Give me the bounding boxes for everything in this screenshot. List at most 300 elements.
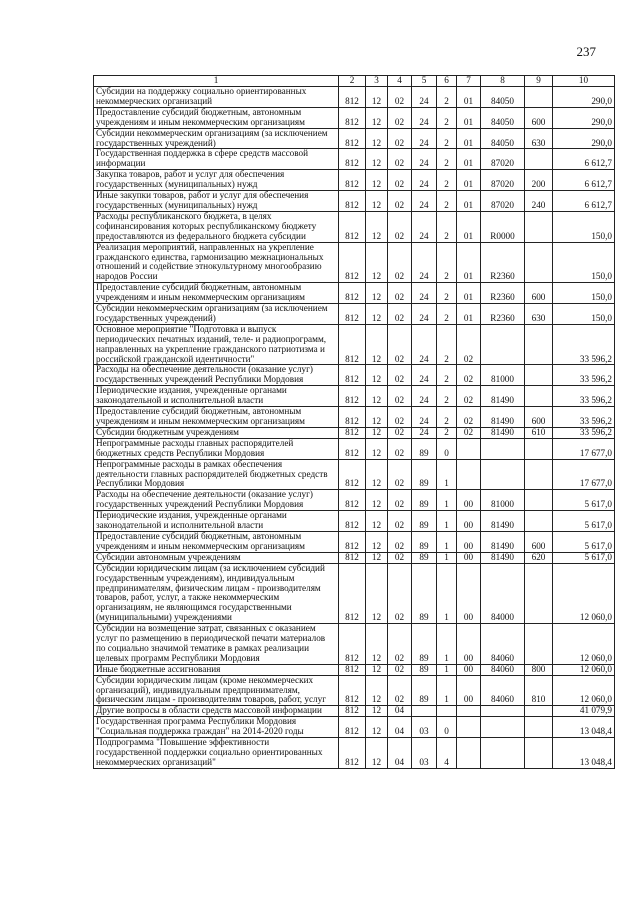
- code-program: 89: [412, 438, 437, 459]
- code-subsection: 02: [388, 459, 412, 490]
- code-subsection: 04: [388, 717, 412, 738]
- code-program: 89: [412, 664, 437, 675]
- code-admin: 812: [339, 675, 366, 706]
- code-section: 12: [366, 149, 388, 170]
- amount: 33 596,2: [553, 407, 615, 428]
- code-event: 00: [457, 511, 481, 532]
- code-admin: 812: [339, 552, 366, 563]
- code-event: 01: [457, 191, 481, 212]
- code-expense-type: 810: [525, 675, 553, 706]
- code-section: 12: [366, 407, 388, 428]
- table-body: [94, 87, 615, 769]
- amount: 13 048,4: [553, 717, 615, 738]
- amount: 5 617,0: [553, 531, 615, 552]
- code-expense-type: [525, 706, 553, 717]
- code-admin: 812: [339, 304, 366, 325]
- amount: 12 060,0: [553, 563, 615, 623]
- code-program: 24: [412, 386, 437, 407]
- row-name: Реализация мероприятий, направленных на укрепление гражданского единства, гармонизацию межнациональных отношений и содействие этнокультурному многообразию народов России: [94, 242, 339, 283]
- row-name: Основное мероприятие "Подготовка и выпуск периодических печатных изданий, теле- и радиопрограмм, направленных на укрепление гражданского патриотизма и российской гражданской идентичности": [94, 324, 339, 365]
- code-program: 03: [412, 717, 437, 738]
- amount: 12 060,0: [553, 675, 615, 706]
- code-section: 12: [366, 624, 388, 665]
- table-row: [94, 511, 615, 532]
- table-row: [94, 438, 615, 459]
- amount: 12 060,0: [553, 664, 615, 675]
- amount: 13 048,4: [553, 738, 615, 769]
- code-admin: 812: [339, 738, 366, 769]
- code-subsection: 02: [388, 675, 412, 706]
- code-event: 01: [457, 304, 481, 325]
- code-direction: R2360: [481, 242, 525, 283]
- code-event: 00: [457, 490, 481, 511]
- code-event: [457, 459, 481, 490]
- amount: 6 612,7: [553, 149, 615, 170]
- amount: 41 079,9: [553, 706, 615, 717]
- code-admin: 812: [339, 664, 366, 675]
- table-row: [94, 170, 615, 191]
- table-row: [94, 283, 615, 304]
- code-section: 12: [366, 128, 388, 149]
- code-event: [457, 717, 481, 738]
- code-subprogram: 2: [437, 149, 457, 170]
- code-direction: [481, 717, 525, 738]
- row-name: Расходы на обеспечение деятельности (оказание услуг) государственных учреждений Республики Мордовия: [94, 490, 339, 511]
- code-program: 89: [412, 531, 437, 552]
- code-subsection: 02: [388, 242, 412, 283]
- row-name: Субсидии на возмещение затрат, связанных с оказанием услуг по размещению в периодической печати материалов по социально значимой тематике в рамках реализации целевых программ Республики Мордовия: [94, 624, 339, 665]
- code-program: 24: [412, 242, 437, 283]
- code-subsection: 02: [388, 87, 412, 108]
- amount: 17 677,0: [553, 459, 615, 490]
- code-admin: 812: [339, 531, 366, 552]
- code-subsection: 02: [388, 128, 412, 149]
- code-expense-type: [525, 149, 553, 170]
- code-subsection: 02: [388, 191, 412, 212]
- amount: 290,0: [553, 107, 615, 128]
- code-program: 89: [412, 563, 437, 623]
- code-program: 24: [412, 211, 437, 242]
- code-program: 24: [412, 304, 437, 325]
- row-name: Субсидии некоммерческим организациям (за исключением государственных учреждений): [94, 128, 339, 149]
- table-row: [94, 304, 615, 325]
- code-admin: 812: [339, 170, 366, 191]
- code-admin: 812: [339, 242, 366, 283]
- code-expense-type: 630: [525, 128, 553, 149]
- amount: 5 617,0: [553, 511, 615, 532]
- column-header: 2: [339, 76, 366, 87]
- code-subprogram: 1: [437, 511, 457, 532]
- code-expense-type: [525, 490, 553, 511]
- table-row: [94, 407, 615, 428]
- code-admin: 812: [339, 717, 366, 738]
- amount: 5 617,0: [553, 552, 615, 563]
- amount: 5 617,0: [553, 490, 615, 511]
- code-subprogram: 2: [437, 170, 457, 191]
- code-program: 24: [412, 407, 437, 428]
- code-expense-type: 600: [525, 283, 553, 304]
- code-admin: 812: [339, 87, 366, 108]
- table-row: [94, 427, 615, 438]
- code-subprogram: 2: [437, 365, 457, 386]
- code-direction: [481, 324, 525, 365]
- code-expense-type: [525, 438, 553, 459]
- code-program: 89: [412, 511, 437, 532]
- code-direction: 81490: [481, 407, 525, 428]
- row-name: Непрограммные расходы в рамках обеспечения деятельности главных распорядителей бюджетных средств Республики Мордовия: [94, 459, 339, 490]
- code-subprogram: 2: [437, 211, 457, 242]
- code-event: 00: [457, 563, 481, 623]
- table-row: [94, 386, 615, 407]
- code-admin: 812: [339, 624, 366, 665]
- code-event: 02: [457, 386, 481, 407]
- code-section: 12: [366, 675, 388, 706]
- code-event: 00: [457, 624, 481, 665]
- code-section: 12: [366, 87, 388, 108]
- table-row: [94, 211, 615, 242]
- code-admin: 812: [339, 211, 366, 242]
- code-event: 01: [457, 107, 481, 128]
- code-program: [412, 706, 437, 717]
- row-name: Закупка товаров, работ и услуг для обеспечения государственных (муниципальных) нужд: [94, 170, 339, 191]
- code-admin: 812: [339, 563, 366, 623]
- code-direction: 87020: [481, 191, 525, 212]
- code-event: 01: [457, 128, 481, 149]
- amount: 6 612,7: [553, 170, 615, 191]
- code-expense-type: 240: [525, 191, 553, 212]
- code-event: 01: [457, 211, 481, 242]
- code-direction: 84050: [481, 87, 525, 108]
- code-direction: 84060: [481, 624, 525, 665]
- column-header: 9: [525, 76, 553, 87]
- code-section: 12: [366, 511, 388, 532]
- code-expense-type: 800: [525, 664, 553, 675]
- code-program: 03: [412, 738, 437, 769]
- code-admin: 812: [339, 386, 366, 407]
- code-expense-type: [525, 87, 553, 108]
- code-subsection: 02: [388, 552, 412, 563]
- code-section: 12: [366, 717, 388, 738]
- code-subsection: 02: [388, 386, 412, 407]
- code-subprogram: 1: [437, 675, 457, 706]
- amount: 17 677,0: [553, 438, 615, 459]
- code-event: 01: [457, 149, 481, 170]
- row-name: Иные закупки товаров, работ и услуг для обеспечения государственных (муниципальных) нужд: [94, 191, 339, 212]
- row-name: Периодические издания, учрежденные органами законодательной и исполнительной власти: [94, 386, 339, 407]
- code-subsection: 02: [388, 149, 412, 170]
- code-admin: 812: [339, 511, 366, 532]
- code-direction: R2360: [481, 304, 525, 325]
- table-row: [94, 675, 615, 706]
- code-direction: R2360: [481, 283, 525, 304]
- code-program: 24: [412, 128, 437, 149]
- code-subprogram: 2: [437, 128, 457, 149]
- code-subsection: 02: [388, 407, 412, 428]
- code-subprogram: 2: [437, 407, 457, 428]
- code-section: 12: [366, 531, 388, 552]
- code-expense-type: [525, 738, 553, 769]
- code-section: 12: [366, 324, 388, 365]
- code-subprogram: 1: [437, 552, 457, 563]
- code-direction: 81490: [481, 552, 525, 563]
- code-section: 12: [366, 563, 388, 623]
- code-subsection: 02: [388, 490, 412, 511]
- table-row: [94, 107, 615, 128]
- code-subsection: 02: [388, 304, 412, 325]
- code-direction: [481, 438, 525, 459]
- code-subprogram: [437, 706, 457, 717]
- code-section: 12: [366, 552, 388, 563]
- column-header: 3: [366, 76, 388, 87]
- code-direction: [481, 706, 525, 717]
- code-expense-type: 200: [525, 170, 553, 191]
- table-row: [94, 149, 615, 170]
- code-expense-type: 600: [525, 407, 553, 428]
- code-subprogram: 0: [437, 438, 457, 459]
- code-subsection: 02: [388, 324, 412, 365]
- code-subsection: 02: [388, 624, 412, 665]
- amount: 33 596,2: [553, 386, 615, 407]
- code-event: 02: [457, 365, 481, 386]
- table-row: [94, 563, 615, 623]
- table-row: [94, 552, 615, 563]
- row-name: Субсидии юридическим лицам (за исключением субсидий государственным учреждениям), индивидуальным предпринимателям, физическим лицам - производителям товаров, работ, услуг, а также некоммерческим организациям, не являющимся государственными (муниципальными) учреждениями: [94, 563, 339, 623]
- code-section: 12: [366, 438, 388, 459]
- table-row: [94, 490, 615, 511]
- code-subsection: 02: [388, 563, 412, 623]
- code-expense-type: [525, 242, 553, 283]
- code-section: 12: [366, 211, 388, 242]
- code-program: 89: [412, 675, 437, 706]
- code-admin: 812: [339, 365, 366, 386]
- amount: 33 596,2: [553, 365, 615, 386]
- code-subprogram: 1: [437, 624, 457, 665]
- code-program: 24: [412, 324, 437, 365]
- code-subprogram: 1: [437, 664, 457, 675]
- code-section: 12: [366, 386, 388, 407]
- code-event: 00: [457, 664, 481, 675]
- code-subprogram: 1: [437, 490, 457, 511]
- code-program: 24: [412, 87, 437, 108]
- code-subsection: 02: [388, 283, 412, 304]
- code-expense-type: [525, 624, 553, 665]
- code-subprogram: 2: [437, 191, 457, 212]
- code-subprogram: 4: [437, 738, 457, 769]
- code-direction: 81490: [481, 427, 525, 438]
- code-program: 24: [412, 191, 437, 212]
- code-expense-type: [525, 211, 553, 242]
- amount: 12 060,0: [553, 624, 615, 665]
- code-subsection: 02: [388, 664, 412, 675]
- code-subprogram: 2: [437, 427, 457, 438]
- code-section: 12: [366, 242, 388, 283]
- amount: 33 596,2: [553, 427, 615, 438]
- code-direction: 84060: [481, 675, 525, 706]
- row-name: Государственная поддержка в сфере средств массовой информации: [94, 149, 339, 170]
- code-expense-type: [525, 459, 553, 490]
- code-section: 12: [366, 283, 388, 304]
- code-direction: 81000: [481, 490, 525, 511]
- amount: 290,0: [553, 87, 615, 108]
- code-subsection: 02: [388, 531, 412, 552]
- code-program: 24: [412, 365, 437, 386]
- code-subsection: 04: [388, 706, 412, 717]
- row-name: Расходы республиканского бюджета, в целях софинансирования которых республиканскому бюджету предоставляются из федерального бюджета субсидии: [94, 211, 339, 242]
- code-expense-type: [525, 365, 553, 386]
- row-name: Субсидии автономным учреждениям: [94, 552, 339, 563]
- code-expense-type: [525, 324, 553, 365]
- code-event: 01: [457, 87, 481, 108]
- code-event: 00: [457, 552, 481, 563]
- amount: 150,0: [553, 283, 615, 304]
- row-name: Государственная программа Республики Мордовия "Социальная поддержка граждан" на 2014-2020 годы: [94, 717, 339, 738]
- table-row: [94, 191, 615, 212]
- code-program: 89: [412, 490, 437, 511]
- code-section: 12: [366, 365, 388, 386]
- code-event: 01: [457, 283, 481, 304]
- code-admin: 812: [339, 128, 366, 149]
- code-subprogram: 1: [437, 563, 457, 623]
- row-name: Субсидии некоммерческим организациям (за исключением государственных учреждений): [94, 304, 339, 325]
- row-name: Предоставление субсидий бюджетным, автономным учреждениям и иным некоммерческим организациям: [94, 283, 339, 304]
- code-section: 12: [366, 427, 388, 438]
- code-subsection: 02: [388, 107, 412, 128]
- code-direction: 81000: [481, 365, 525, 386]
- table-row: [94, 717, 615, 738]
- row-name: Непрограммные расходы главных распорядителей бюджетных средств Республики Мордовия: [94, 438, 339, 459]
- code-program: 89: [412, 624, 437, 665]
- code-direction: 87020: [481, 170, 525, 191]
- code-section: 12: [366, 191, 388, 212]
- code-subprogram: 2: [437, 324, 457, 365]
- row-name: Другие вопросы в области средств массовой информации: [94, 706, 339, 717]
- code-event: 01: [457, 170, 481, 191]
- code-event: 02: [457, 427, 481, 438]
- code-direction: [481, 459, 525, 490]
- code-subsection: 02: [388, 170, 412, 191]
- row-name: Субсидии на поддержку социально ориентированных некоммерческих организаций: [94, 87, 339, 108]
- column-header: 7: [457, 76, 481, 87]
- code-expense-type: 610: [525, 427, 553, 438]
- code-subprogram: 2: [437, 107, 457, 128]
- code-subprogram: 1: [437, 531, 457, 552]
- code-admin: 812: [339, 427, 366, 438]
- table-row: [94, 706, 615, 717]
- code-expense-type: 600: [525, 107, 553, 128]
- code-section: 12: [366, 738, 388, 769]
- code-admin: 812: [339, 490, 366, 511]
- column-header: 1: [94, 76, 339, 87]
- code-event: [457, 738, 481, 769]
- code-event: 00: [457, 675, 481, 706]
- row-name: Предоставление субсидий бюджетным, автономным учреждениям и иным некоммерческим организациям: [94, 531, 339, 552]
- amount: 150,0: [553, 211, 615, 242]
- column-header: 6: [437, 76, 457, 87]
- column-header: 10: [553, 76, 615, 87]
- code-section: 12: [366, 170, 388, 191]
- code-program: 89: [412, 459, 437, 490]
- code-subsection: 02: [388, 211, 412, 242]
- code-expense-type: [525, 563, 553, 623]
- code-section: 12: [366, 706, 388, 717]
- column-header: 4: [388, 76, 412, 87]
- code-admin: 812: [339, 149, 366, 170]
- code-section: 12: [366, 304, 388, 325]
- code-section: 12: [366, 459, 388, 490]
- code-direction: 84060: [481, 664, 525, 675]
- amount: 290,0: [553, 128, 615, 149]
- code-event: [457, 438, 481, 459]
- row-name: Субсидии юридическим лицам (кроме некоммерческих организаций), индивидуальным предпринимателям, физическим лицам - производителям товаров, работ, услуг: [94, 675, 339, 706]
- code-expense-type: 620: [525, 552, 553, 563]
- table-row: [94, 664, 615, 675]
- code-subprogram: 2: [437, 283, 457, 304]
- code-direction: 84050: [481, 128, 525, 149]
- budget-table: [93, 75, 615, 769]
- code-direction: 81490: [481, 386, 525, 407]
- code-admin: 812: [339, 107, 366, 128]
- table-row: [94, 365, 615, 386]
- table-row: [94, 87, 615, 108]
- code-subsection: 02: [388, 438, 412, 459]
- code-program: 24: [412, 283, 437, 304]
- code-event: 01: [457, 242, 481, 283]
- amount: 150,0: [553, 304, 615, 325]
- code-event: 02: [457, 407, 481, 428]
- code-expense-type: 600: [525, 531, 553, 552]
- code-admin: 812: [339, 438, 366, 459]
- header-row: [94, 76, 615, 87]
- table-row: [94, 459, 615, 490]
- code-admin: 812: [339, 324, 366, 365]
- code-program: 24: [412, 107, 437, 128]
- row-name: Субсидии бюджетным учреждениям: [94, 427, 339, 438]
- code-subprogram: 1: [437, 459, 457, 490]
- code-subsection: 04: [388, 738, 412, 769]
- code-subprogram: 2: [437, 304, 457, 325]
- code-event: [457, 706, 481, 717]
- code-direction: 84000: [481, 563, 525, 623]
- code-section: 12: [366, 107, 388, 128]
- row-name: Подпрограмма "Повышение эффективности государственной поддержки социально ориентированных некоммерческих организаций": [94, 738, 339, 769]
- code-section: 12: [366, 664, 388, 675]
- code-expense-type: [525, 717, 553, 738]
- table-row: [94, 531, 615, 552]
- code-direction: 81490: [481, 531, 525, 552]
- code-program: 24: [412, 149, 437, 170]
- table-row: [94, 242, 615, 283]
- amount: 150,0: [553, 242, 615, 283]
- code-subprogram: 2: [437, 242, 457, 283]
- code-direction: [481, 738, 525, 769]
- code-program: 24: [412, 427, 437, 438]
- row-name: Расходы на обеспечение деятельности (оказание услуг) государственных учреждений Республики Мордовия: [94, 365, 339, 386]
- table-row: [94, 624, 615, 665]
- code-expense-type: [525, 386, 553, 407]
- code-expense-type: 630: [525, 304, 553, 325]
- code-subprogram: 0: [437, 717, 457, 738]
- table-row: [94, 738, 615, 769]
- code-direction: 84050: [481, 107, 525, 128]
- code-subsection: 02: [388, 511, 412, 532]
- row-name: Предоставление субсидий бюджетным, автономным учреждениям и иным некоммерческим организациям: [94, 407, 339, 428]
- code-subsection: 02: [388, 427, 412, 438]
- amount: 33 596,2: [553, 324, 615, 365]
- code-program: 89: [412, 552, 437, 563]
- table-row: [94, 128, 615, 149]
- code-event: 02: [457, 324, 481, 365]
- code-admin: 812: [339, 407, 366, 428]
